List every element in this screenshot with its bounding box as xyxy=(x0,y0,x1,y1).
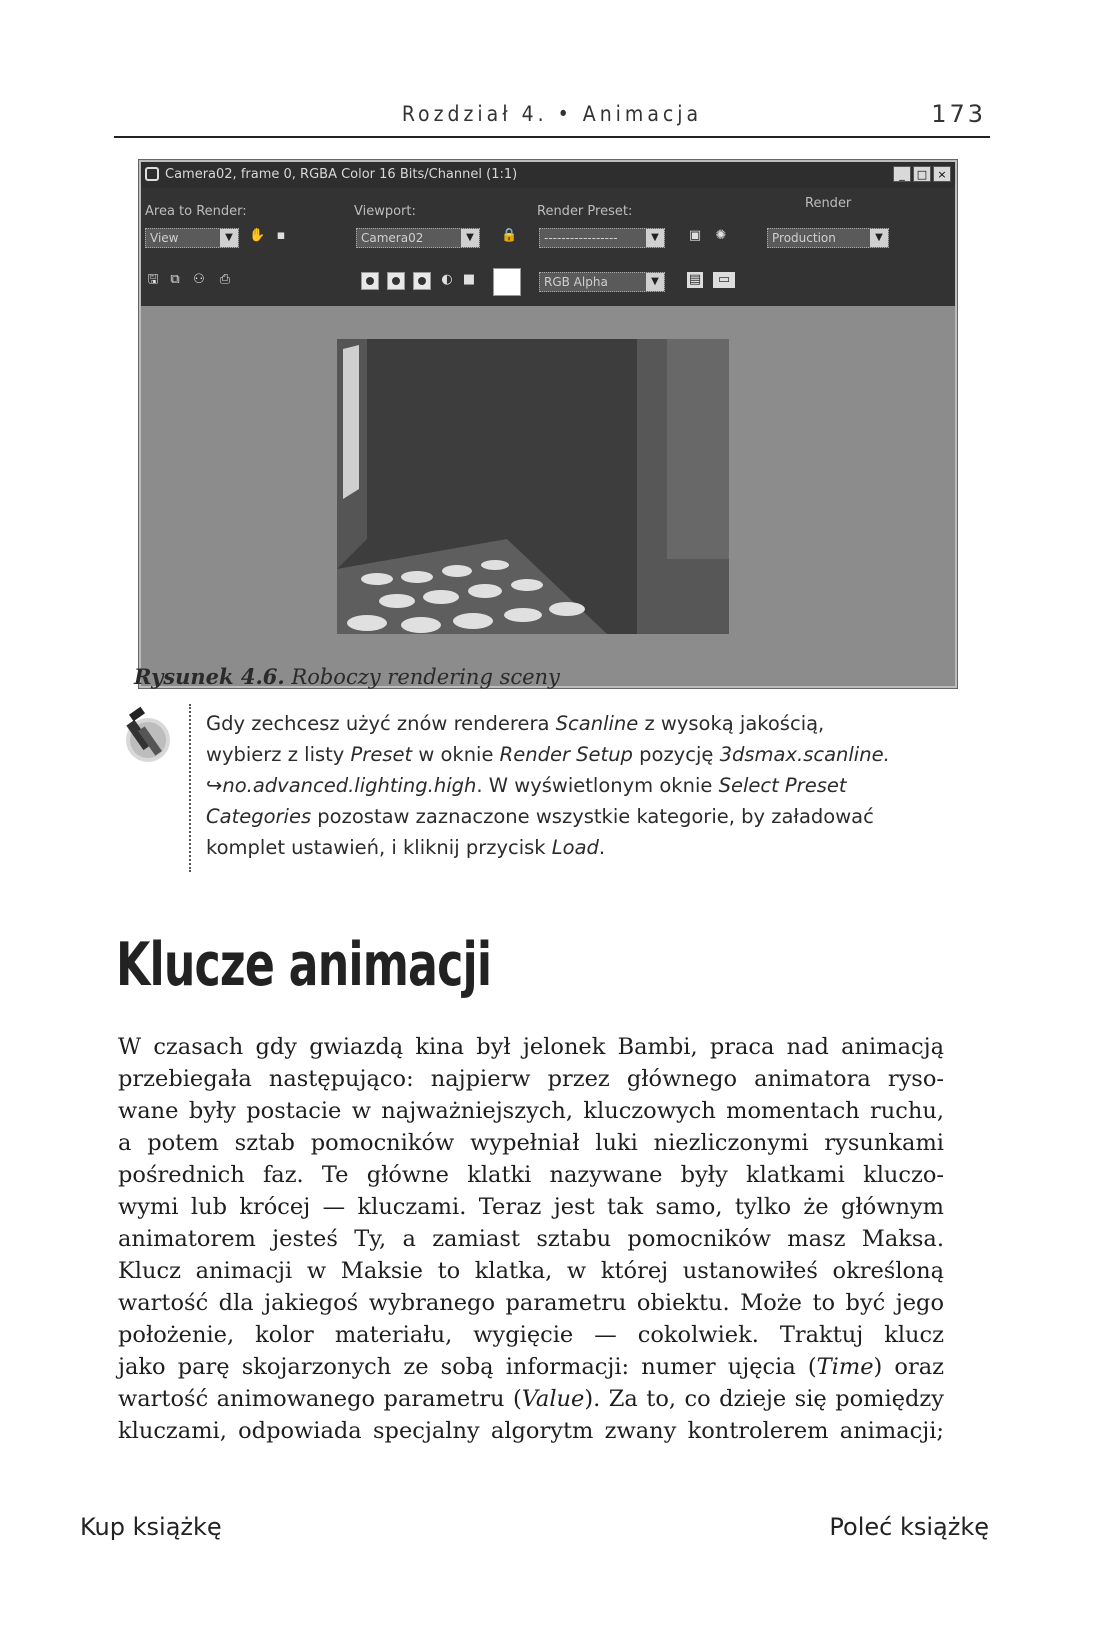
render-preset-dropdown[interactable] xyxy=(539,228,665,248)
tip-line: Categories pozostaw zaznaczone wszystkie kategorie, by załadować xyxy=(206,805,874,828)
render-setup-icon[interactable]: ▣ xyxy=(688,228,702,243)
chevron-down-icon: ▼ xyxy=(646,273,664,291)
rendered-scene-image xyxy=(337,339,729,634)
render-preset-value: ----------------- xyxy=(544,231,618,245)
render-preset-label: Render Preset: xyxy=(537,204,633,219)
maximize-button[interactable]: □ xyxy=(913,166,931,182)
buy-book-link[interactable]: Kup książkę xyxy=(80,1513,222,1541)
recommend-book-link[interactable]: Poleć książkę xyxy=(829,1513,989,1541)
chevron-down-icon: ▼ xyxy=(870,229,888,247)
print-image-icon[interactable]: ⎙ xyxy=(219,272,231,287)
render-label: Render xyxy=(805,196,852,211)
body-line: a potem sztab pomocników wypełniał luki niezliczonymi rysunkami xyxy=(118,1130,944,1156)
copy-image-icon[interactable]: ⧉ xyxy=(170,272,180,287)
environment-icon[interactable]: ✺ xyxy=(715,228,727,243)
tip-line: wybierz z listy Preset w oknie Render Setup pozycję 3dsmax.scanline. xyxy=(206,743,890,766)
chevron-down-icon: ▼ xyxy=(461,229,479,247)
body-line: położenie, kolor materiału, wygięcie — cokolwiek. Traktuj klucz xyxy=(118,1322,944,1348)
window-title: Camera02, frame 0, RGBA Color 16 Bits/Channel (1:1) xyxy=(165,167,518,182)
lock-icon[interactable]: 🔒 xyxy=(501,228,518,243)
app-icon xyxy=(145,167,159,181)
window-titlebar xyxy=(141,162,955,188)
rendered-image xyxy=(337,339,729,634)
tip-line: Gdy zechcesz użyć znów renderera Scanline z wysoką jakością, xyxy=(206,712,825,735)
channel-display-dropdown[interactable] xyxy=(539,272,665,292)
body-line: jako parę skojarzonych ze sobą informacji: numer ujęcia (Time) oraz xyxy=(118,1354,944,1380)
minimize-button[interactable]: _ xyxy=(893,166,911,182)
tip-divider xyxy=(189,704,191,872)
chevron-down-icon: ▼ xyxy=(646,229,664,247)
figure-caption xyxy=(134,664,560,689)
figure-caption-text: Roboczy rendering sceny xyxy=(291,665,560,689)
channel-display-value: RGB Alpha xyxy=(544,275,608,289)
tip-icon xyxy=(120,706,180,766)
region-icon[interactable]: ▪ xyxy=(276,228,286,243)
page-number: 173 xyxy=(931,100,986,128)
render-mode-dropdown[interactable] xyxy=(767,228,889,248)
area-to-render-label: Area to Render: xyxy=(145,204,247,219)
close-button[interactable]: × xyxy=(933,166,951,182)
hand-icon[interactable]: ✋ xyxy=(249,228,266,243)
body-line: wartość animowanego parametru (Value). Za to, co dzieje się pomiędzy xyxy=(118,1386,944,1412)
window-controls xyxy=(893,166,951,182)
green-channel-toggle[interactable] xyxy=(387,272,405,290)
body-line: wartość dla jakiegoś wybranego parametru obiektu. Może to być jego xyxy=(118,1290,944,1316)
monochrome-icon[interactable]: ■ xyxy=(462,272,476,287)
section-title: Klucze animacji xyxy=(116,930,492,1000)
alpha-channel-icon[interactable]: ◐ xyxy=(441,272,453,287)
toggle-ui-icon[interactable]: ▭ xyxy=(713,272,735,288)
body-line: wane były postacie w najważniejszych, kluczowych momentach ruchu, xyxy=(118,1098,944,1124)
body-line: pośrednich faz. Te główne klatki nazywane były klatkami kluczo- xyxy=(118,1162,944,1188)
clone-window-icon[interactable]: ⚇ xyxy=(193,272,205,287)
render-mode-value: Production xyxy=(772,231,836,245)
color-swatch[interactable] xyxy=(493,268,521,296)
blue-channel-toggle[interactable] xyxy=(413,272,431,290)
chevron-down-icon: ▼ xyxy=(220,229,238,247)
body-line: W czasach gdy gwiazdą kina był jelonek Bambi, praca nad animacją xyxy=(118,1034,944,1060)
body-line: kluczami, odpowiada specjalny algorytm zwany kontrolerem animacji; xyxy=(118,1418,944,1444)
area-to-render-dropdown[interactable] xyxy=(145,228,239,248)
body-line: przebiegała następująco: najpierw przez głównego animatora ryso- xyxy=(118,1066,944,1092)
tip-line: ↪no.advanced.lighting.high. W wyświetlonym oknie Select Preset xyxy=(206,774,847,797)
body-line: Klucz animacji w Maksie to klatka, w której ustanowiłeś określoną xyxy=(118,1258,944,1284)
body-paragraph xyxy=(118,1031,944,1447)
render-frame-window xyxy=(139,160,957,688)
viewport-value: Camera02 xyxy=(361,231,424,245)
viewport-dropdown[interactable] xyxy=(356,228,480,248)
save-image-icon[interactable]: 🖫 xyxy=(147,272,159,287)
tip-text xyxy=(206,708,946,863)
red-channel-toggle[interactable] xyxy=(361,272,379,290)
area-to-render-value: View xyxy=(150,231,179,245)
body-line: wymi lub krócej — kluczami. Teraz jest tak samo, tylko że głównym xyxy=(118,1194,944,1220)
viewport-label: Viewport: xyxy=(354,204,416,219)
render-toolbar xyxy=(141,188,955,306)
figure-number: Rysunek 4.6. xyxy=(134,664,285,689)
toggle-ui-overlay-icon[interactable]: ▤ xyxy=(688,272,702,287)
body-line: animatorem jesteś Ty, a zamiast sztabu pomocników masz Maksa. xyxy=(118,1226,944,1252)
chapter-title: Rozdział 4. • Animacja xyxy=(401,102,703,126)
page-header xyxy=(114,96,990,138)
tip-line: komplet ustawień, i kliknij przycisk Load. xyxy=(206,836,606,859)
